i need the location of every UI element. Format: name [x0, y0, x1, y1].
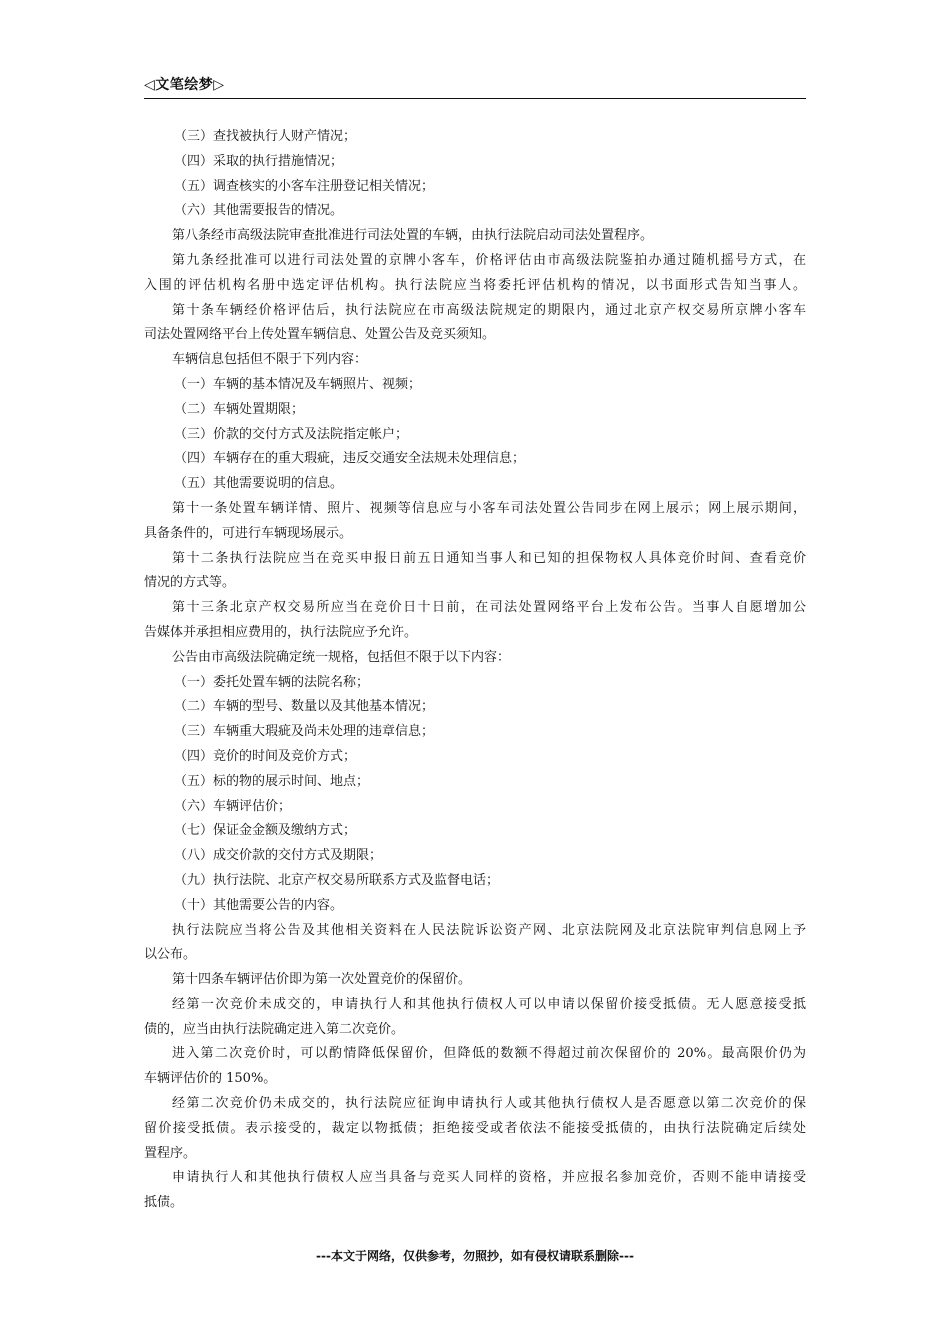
article-13-line: 第十三条北京产权交易所应当在竞价日十日前，在司法处置网络平台上发布公告。当事人自愿增加公: [172, 600, 806, 616]
list-item: （四）车辆存在的重大瑕疵，违反交通安全法规未处理信息；: [174, 451, 526, 467]
paragraph-line: 公告由市高级法院确定统一规格，包括但不限于以下内容：: [172, 649, 511, 665]
article-9-line: 入围的评估机构名册中选定评估机构。执行法院应当将委托评估机构的情况，以书面形式告知当事人。: [144, 277, 806, 293]
document-body: [144, 125, 806, 1216]
paragraph-line: 经第一次竞价未成交的，申请执行人和其他执行债权人可以申请以保留价接受抵债。无人愿意接受抵: [172, 996, 806, 1012]
page-footer: ---本文于网络，仅供参考，勿照抄，如有侵权请联系删除---: [316, 1249, 634, 1263]
list-item: （九）执行法院、北京产权交易所联系方式及监督电话；: [174, 872, 500, 888]
paragraph-line: 车辆信息包括但不限于下列内容：: [172, 352, 368, 368]
header-title: ◁文笔绘梦▷: [144, 77, 225, 93]
list-item: （三）查找被执行人财产情况；: [174, 129, 357, 144]
paragraph-line: 申请执行人和其他执行债权人应当具备与竞买人同样的资格，并应报名参加竞价，否则不能申请接受: [172, 1170, 806, 1186]
article-13-line: 告媒体并承担相应费用的，执行法院应予允许。: [144, 624, 418, 640]
paragraph-line: 债的，应当由执行法院确定进入第二次竞价。: [144, 1021, 405, 1037]
list-item: （二）车辆处置期限；: [174, 401, 305, 417]
article-14-line: 第十四条车辆评估价即为第一次处置竞价的保留价。: [172, 972, 472, 988]
paragraph-line: 抵债。: [144, 1195, 184, 1211]
article-10-line: 第十条车辆经价格评估后，执行法院应在市高级法院规定的期限内，通过北京产权交易所京牌小客车: [172, 302, 806, 318]
list-item: （五）调查核实的小客车注册登记相关情况；: [174, 178, 435, 194]
article-10-line: 司法处置网络平台上传处置车辆信息、处置公告及竞买须知。: [144, 327, 496, 343]
list-item: （八）成交价款的交付方式及期限；: [174, 848, 383, 864]
paragraph-line: 执行法院应当将公告及其他相关资料在人民法院诉讼资产网、北京法院网及北京法院审判信息网上予: [172, 922, 806, 938]
paragraph-line: 车辆评估价的 150%。: [144, 1071, 277, 1087]
list-item: （一）委托处置车辆的法院名称；: [174, 674, 370, 690]
list-item: （四）采取的执行措施情况；: [174, 153, 344, 169]
list-item: （三）车辆重大瑕疵及尚未处理的违章信息；: [174, 724, 435, 740]
list-item: （二）车辆的型号、数量以及其他基本情况；: [174, 699, 435, 715]
article-12-line: 情况的方式等。: [144, 575, 236, 591]
list-item: （一）车辆的基本情况及车辆照片、视频；: [174, 376, 422, 392]
list-item: （六）其他需要报告的情况。: [174, 203, 344, 219]
list-item: （十）其他需要公告的内容。: [174, 897, 344, 913]
paragraph-line: 留价接受抵债。表示接受的，裁定以物抵债；拒绝接受或者依法不能接受抵债的，由执行法院确定后续处: [144, 1120, 806, 1136]
list-item: （四）竞价的时间及竞价方式；: [174, 748, 357, 764]
article-12-line: 第十二条执行法院应当在竞买申报日前五日通知当事人和已知的担保物权人具体竞价时间、查看竞价: [172, 550, 806, 566]
paragraph-line: 经第二次竞价仍未成交的，执行法院应征询申请执行人或其他执行债权人是否愿意以第二次竞价的保: [172, 1096, 806, 1112]
article-8-line: 第八条经市高级法院审查批准进行司法处置的车辆，由执行法院启动司法处置程序。: [172, 228, 654, 244]
article-11-line: 第十一条处置车辆详情、照片、视频等信息应与小客车司法处置公告同步在网上展示；网上展示期间，: [172, 500, 806, 516]
list-item: （七）保证金金额及缴纳方式；: [174, 823, 357, 839]
page-header: [144, 76, 806, 99]
paragraph-line: 置程序。: [144, 1145, 197, 1161]
paragraph-line: 进入第二次竞价时，可以酌情降低保留价，但降低的数额不得超过前次保留价的 20%。最高限价仍为: [172, 1046, 806, 1062]
list-item: （五）标的物的展示时间、地点；: [174, 773, 370, 789]
article-9-line: 第九条经批准可以进行司法处置的京牌小客车，价格评估由市高级法院鉴拍办通过随机摇号方式，在: [172, 252, 806, 268]
article-11-line: 具备条件的，可进行车辆现场展示。: [144, 525, 353, 541]
paragraph-line: 以公布。: [144, 947, 197, 963]
list-item: （三）价款的交付方式及法院指定帐户；: [174, 426, 409, 442]
list-item: （六）车辆评估价；: [174, 798, 292, 814]
list-item: （五）其他需要说明的信息。: [174, 476, 344, 492]
